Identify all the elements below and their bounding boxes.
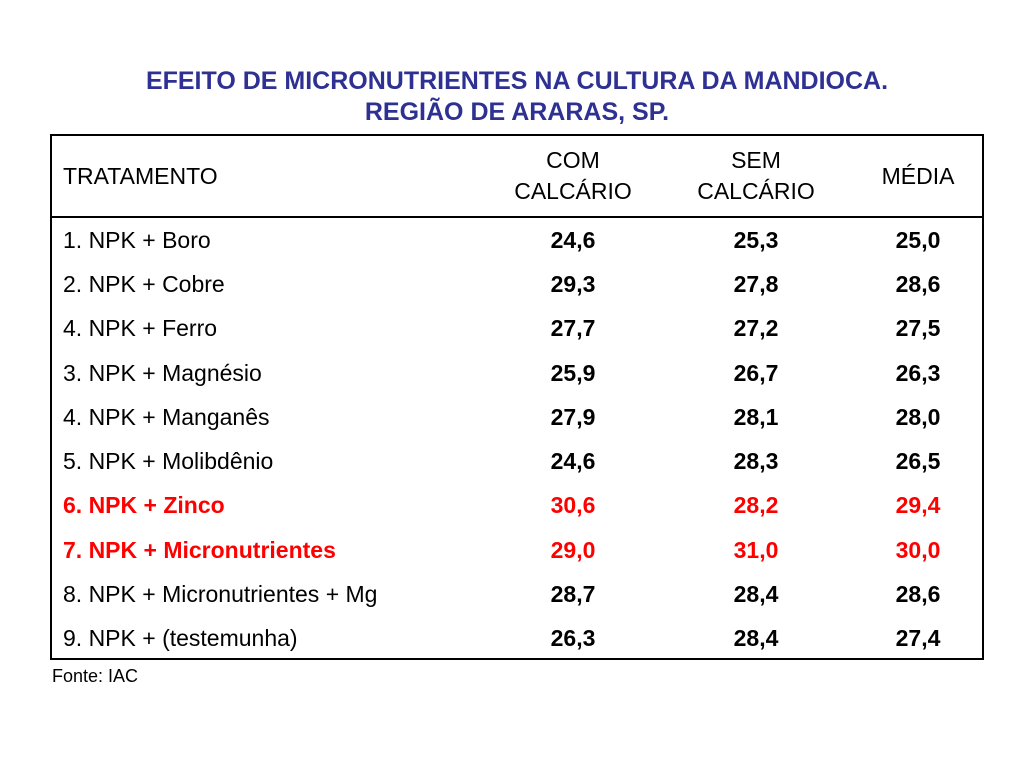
header-com-line1: COM (546, 147, 600, 173)
header-sem-line2: CALCÁRIO (697, 178, 815, 204)
cell-tratamento: 3. NPK + Magnésio (63, 359, 262, 386)
table-row (52, 262, 982, 306)
cell-media: 30,0 (895, 536, 941, 563)
header-com-calcario (490, 136, 656, 216)
header-sem-line1: SEM (731, 147, 781, 173)
cell-tratamento: 5. NPK + Molibdênio (63, 448, 274, 475)
cell-sem-calcario: 28,3 (733, 448, 779, 475)
header-sem-calcario (676, 136, 836, 216)
cell-media: 29,4 (895, 492, 941, 519)
cell-media: 28,6 (895, 581, 941, 608)
cell-tratamento: 7. NPK + Micronutrientes (63, 536, 336, 563)
cell-sem-calcario: 27,8 (733, 270, 779, 297)
cell-com-calcario: 29,0 (550, 536, 596, 563)
cell-sem-calcario: 28,1 (733, 403, 779, 430)
cell-tratamento: 2. NPK + Cobre (63, 270, 225, 297)
cell-sem-calcario: 26,7 (733, 359, 779, 386)
cell-com-calcario: 27,7 (550, 315, 596, 342)
cell-sem-calcario: 27,2 (733, 315, 779, 342)
cell-com-calcario: 26,3 (550, 625, 596, 652)
cell-com-calcario: 28,7 (550, 581, 596, 608)
cell-media: 27,4 (895, 625, 941, 652)
table-row (52, 617, 982, 661)
cell-media: 28,6 (895, 270, 941, 297)
table-body (52, 218, 982, 661)
table-row-highlighted (52, 484, 982, 528)
title-line-2: REGIÃO DE ARARAS, SP. (364, 98, 670, 126)
table-row (52, 395, 982, 439)
cell-tratamento: 9. NPK + (testemunha) (63, 625, 298, 652)
title-line-1: EFEITO DE MICRONUTRIENTES NA CULTURA DA MANDIOCA. (145, 67, 889, 95)
cell-media: 26,3 (895, 359, 941, 386)
cell-media: 28,0 (895, 403, 941, 430)
cell-media: 27,5 (895, 315, 941, 342)
cell-com-calcario: 24,6 (550, 448, 596, 475)
cell-tratamento: 4. NPK + Manganês (63, 403, 270, 430)
cell-media: 26,5 (895, 448, 941, 475)
cell-sem-calcario: 28,4 (733, 625, 779, 652)
table-row (52, 351, 982, 395)
cell-com-calcario: 29,3 (550, 270, 596, 297)
table-row (52, 439, 982, 483)
cell-media: 25,0 (895, 226, 941, 253)
table-row (52, 572, 982, 616)
cell-com-calcario: 30,6 (550, 492, 596, 519)
cell-tratamento: 6. NPK + Zinco (63, 492, 225, 519)
table-row (52, 218, 982, 262)
page-title (0, 66, 1024, 128)
cell-sem-calcario: 28,4 (733, 581, 779, 608)
table-row-highlighted (52, 528, 982, 572)
cell-sem-calcario: 28,2 (733, 492, 779, 519)
cell-com-calcario: 27,9 (550, 403, 596, 430)
cell-com-calcario: 24,6 (550, 226, 596, 253)
table-row (52, 307, 982, 351)
header-com-line2: CALCÁRIO (514, 178, 632, 204)
cell-sem-calcario: 25,3 (733, 226, 779, 253)
source-note: Fonte: IAC (52, 666, 139, 686)
results-table (50, 134, 984, 660)
header-tratamento: TRATAMENTO (63, 162, 218, 189)
table-header (52, 136, 982, 218)
cell-tratamento: 1. NPK + Boro (63, 226, 211, 253)
cell-tratamento: 8. NPK + Micronutrientes + Mg (63, 581, 378, 608)
cell-com-calcario: 25,9 (550, 359, 596, 386)
cell-tratamento: 4. NPK + Ferro (63, 315, 218, 342)
header-media: MÉDIA (881, 162, 955, 189)
cell-sem-calcario: 31,0 (733, 536, 779, 563)
